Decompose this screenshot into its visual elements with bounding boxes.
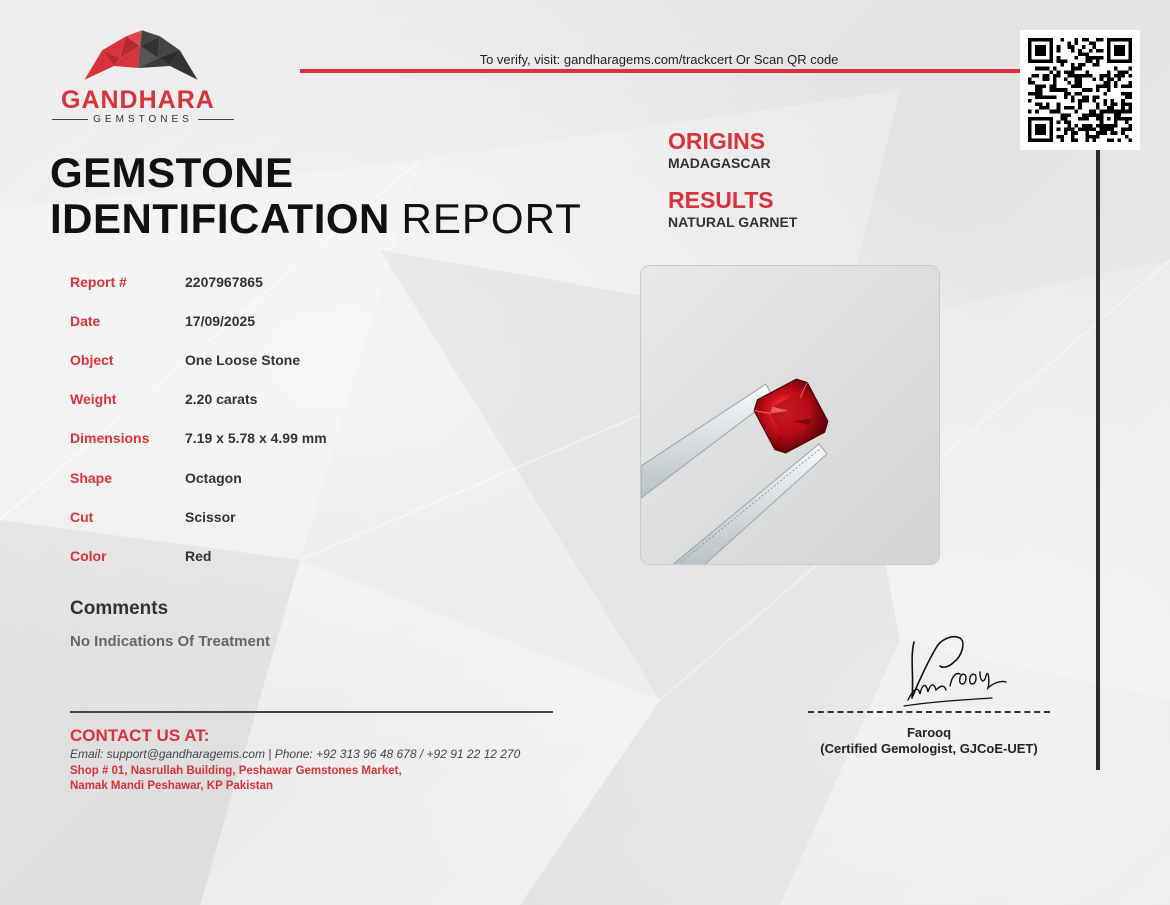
comments-text: No Indications Of Treatment: [70, 633, 271, 650]
brand-tagline: GEMSTONES: [93, 114, 193, 125]
detail-label: Color: [70, 547, 107, 564]
contact-rule: [70, 711, 553, 713]
detail-row-color: [70, 536, 490, 575]
detail-value: 2.20 carats: [185, 391, 258, 408]
signature-rule: [808, 711, 1050, 713]
report-title: [50, 150, 582, 242]
header-red-rule: [300, 69, 1020, 73]
title-line-2-regular: REPORT: [401, 195, 582, 242]
gemstone-photo: [640, 265, 940, 565]
detail-row-report: [70, 262, 490, 301]
detail-value: Red: [185, 547, 212, 564]
vertical-rule: [1096, 150, 1100, 770]
tagline-rule-right: [198, 119, 234, 120]
results-label: RESULTS: [668, 187, 774, 213]
signatory-name: Farooq: [906, 725, 952, 740]
geodesic-gem-icon: [80, 28, 202, 86]
detail-label: Dimensions: [70, 430, 150, 447]
results-value: NATURAL GARNET: [668, 214, 798, 230]
title-line-1: GEMSTONE: [50, 149, 294, 196]
brand-logo: [48, 28, 238, 128]
detail-row-shape: [70, 458, 490, 497]
details-table: [70, 262, 490, 576]
detail-value: Scissor: [185, 508, 236, 525]
detail-row-object: [70, 340, 490, 379]
detail-label: Weight: [70, 391, 117, 408]
detail-row-cut: [70, 497, 490, 536]
signatory-title: (Certified Gemologist, GJCoE-UET): [820, 741, 1038, 756]
qr-code-icon: [1028, 38, 1132, 142]
tagline-rule-left: [52, 119, 88, 120]
origins-value: MADAGASCAR: [668, 155, 771, 171]
detail-label: Date: [70, 312, 101, 329]
detail-value: Octagon: [185, 469, 242, 486]
detail-row-weight: [70, 380, 490, 419]
verify-instructions: To verify, visit: gandharagems.com/trackcert Or Scan QR code: [479, 52, 839, 67]
qr-code[interactable]: [1020, 30, 1140, 150]
detail-label: Cut: [70, 508, 94, 525]
brand-tagline-row: [52, 114, 234, 125]
gemstone-in-tweezers-image: [641, 266, 940, 565]
detail-label: Object: [70, 351, 114, 368]
detail-row-dimensions: [70, 419, 490, 458]
origins-label: ORIGINS: [668, 128, 766, 154]
brand-name: GANDHARA: [61, 86, 215, 114]
detail-value: One Loose Stone: [185, 351, 301, 368]
detail-value: 2207967865: [185, 273, 263, 290]
address-line-2: Namak Mandi Peshawar, KP Pakistan: [70, 780, 274, 792]
contact-title: CONTACT US AT:: [70, 726, 210, 745]
address-line-1: Shop # 01, Nasrullah Building, Peshawar Gemstones Market,: [70, 765, 402, 777]
title-line-2-bold: IDENTIFICATION: [50, 195, 390, 242]
detail-value: 17/09/2025: [185, 312, 256, 329]
handwritten-signature: [900, 628, 1015, 710]
detail-label: Report #: [70, 273, 127, 290]
contact-email-phone: Email: support@gandharagems.com | Phone: +92 313 96 48 678 / +92 91 22 12 270: [70, 747, 521, 761]
detail-label: Shape: [70, 469, 113, 486]
detail-value: 7.19 x 5.78 x 4.99 mm: [185, 430, 327, 447]
comments-title: Comments: [70, 598, 169, 619]
detail-row-date: [70, 301, 490, 340]
